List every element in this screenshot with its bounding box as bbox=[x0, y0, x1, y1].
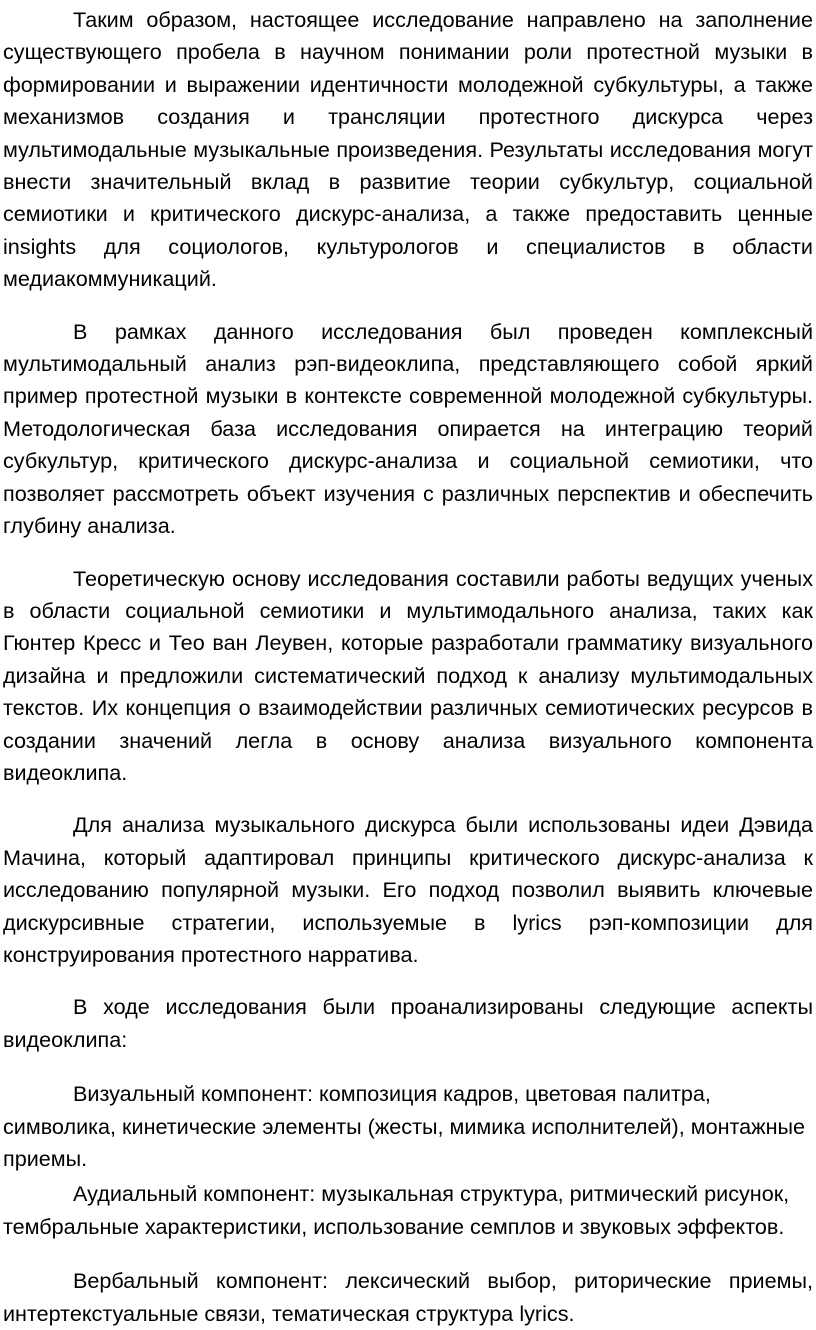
paragraph-aspects-intro: В ходе исследования были проанализированы следующие аспекты видеоклипа: bbox=[3, 994, 813, 1052]
paragraph-audio-component: Аудиальный компонент: музыкальная структура, ритмический рисунок, тембральные характеристики, использование семплов и звуковых эффектов. bbox=[3, 1181, 790, 1239]
paragraph-theoretical-basis: Теоретическую основу исследования составили работы ведущих ученых в области социальной семиотики и мультимодального анализа, таких как Гюнтер Кресс и Тео ван Леувен, которые разработали грамматику визуального дизайна и предложили систематический подход к анализу мультимодальных текстов. Их концепция о взаимодействии различных семиотических ресурсов в создании значений легла в основу анализа визуального компонента видеоклипа. bbox=[3, 565, 813, 785]
paragraph-verbal-component: Вербальный компонент: лексический выбор, риторические приемы, интертекстуальные связи, тематическая структура lyrics. bbox=[3, 1268, 813, 1326]
paragraph-visual-component: Визуальный компонент: композиция кадров, цветовая палитра, символика, кинетические элементы (жесты, мимика исполнителей), монтажные приемы. bbox=[3, 1081, 806, 1171]
paragraph-music-discourse: Для анализа музыкального дискурса были использованы идеи Дэвида Мачина, который адаптировал принципы критического дискурс-анализа к исследованию популярной музыки. Его подход позволил выявить ключевые дискурсивные стратегии, используемые в lyrics рэп-композиции для конструирования протестного нарратива. bbox=[3, 812, 813, 967]
paragraph-conclusion-summary: Таким образом, настоящее исследование направлено на заполнение существующего пробела в научном понимании роли протестной музыки в формировании и выражении идентичности молодежной субкультуры, а также механизмов создания и трансляции протестного дискурса через мультимодальные музыкальные произведения. Результаты исследования могут внести значительный вклад в развитие теории субкультур, социальной семиотики и критического дискурс-анализа, а также предоставить ценные insights для социологов, культурологов и специалистов в области медиакоммуникаций. bbox=[3, 7, 813, 292]
paragraph-analysis-scope: В рамках данного исследования был проведен комплексный мультимодальный анализ рэп-видеоклипа, представляющего собой яркий пример протестной музыки в контексте современной молодежной субкультуры. Методологическая база исследования опирается на интеграцию теорий субкультур, критического дискурс-анализа и социальной семиотики, что позволяет рассмотреть объект изучения с различных перспектив и обеспечить глубину анализа. bbox=[3, 318, 813, 539]
